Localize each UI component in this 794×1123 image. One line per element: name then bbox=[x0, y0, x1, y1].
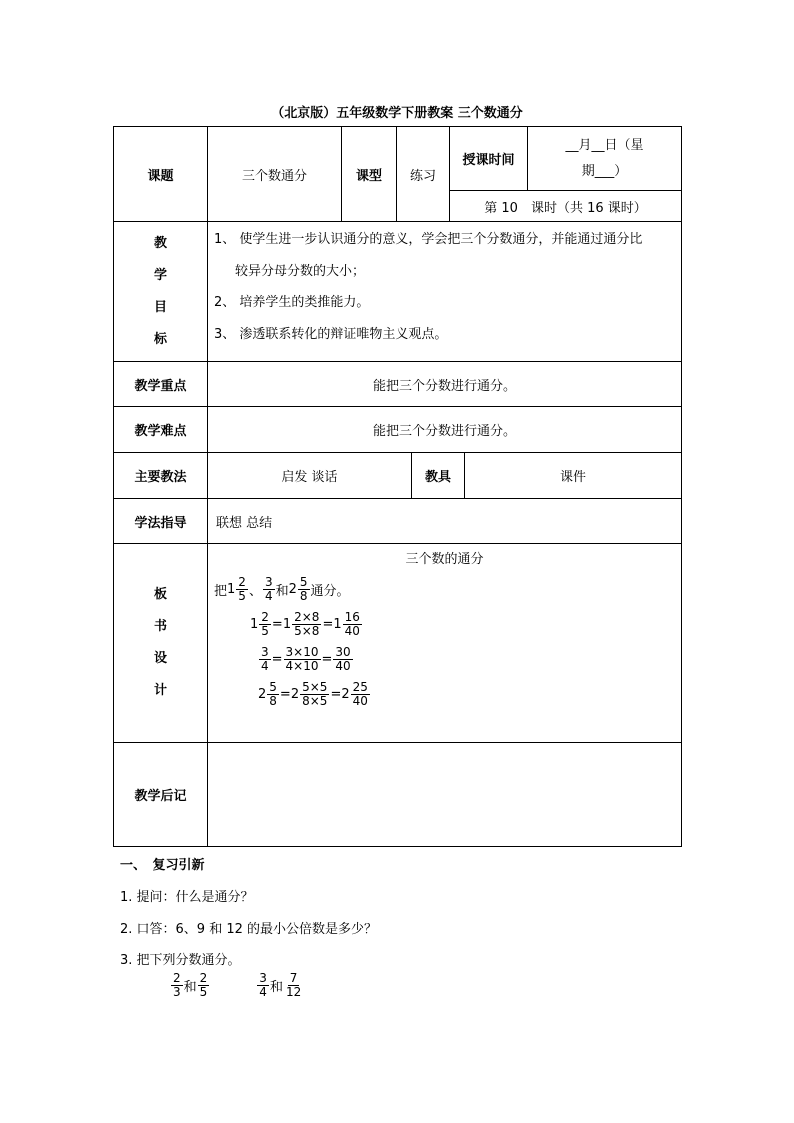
denominator: 5×8 bbox=[294, 624, 320, 638]
and-word: 和 bbox=[269, 980, 283, 995]
numerator: 3×10 bbox=[285, 645, 319, 659]
study-label: 学法指导 bbox=[114, 499, 208, 544]
numerator: 25 bbox=[352, 680, 368, 694]
task-prefix: 把 bbox=[214, 584, 228, 599]
notes-label: 教学后记 bbox=[114, 743, 208, 847]
numerator: 7 bbox=[289, 971, 298, 985]
fraction bbox=[257, 972, 269, 999]
denominator: 40 bbox=[352, 694, 368, 708]
board-content bbox=[208, 544, 682, 743]
denominator: 40 bbox=[344, 624, 360, 638]
time-label: 授课时间 bbox=[450, 127, 528, 191]
task-sep1: 、 bbox=[248, 584, 262, 599]
board-label-char: 设 bbox=[153, 651, 167, 666]
board-label-char: 书 bbox=[153, 619, 167, 634]
goals-content bbox=[208, 222, 682, 362]
whole: 2 bbox=[258, 687, 267, 702]
tools-value: 课件 bbox=[465, 453, 682, 499]
numerator: 30 bbox=[335, 645, 351, 659]
topic-value: 三个数通分 bbox=[208, 127, 342, 222]
row-difficulty bbox=[114, 407, 682, 453]
goal-line: 3、 渗透联系转化的辩证唯物主义观点。 bbox=[214, 326, 448, 342]
numerator: 16 bbox=[344, 610, 360, 624]
method-label: 主要教法 bbox=[114, 453, 208, 499]
time-value-line1: __月__日（星 bbox=[565, 137, 644, 153]
type-label: 课型 bbox=[342, 127, 397, 222]
row-notes bbox=[114, 743, 682, 847]
method-value: 启发 谈话 bbox=[208, 453, 412, 499]
denominator: 4 bbox=[261, 659, 269, 673]
board-eq1 bbox=[208, 607, 681, 642]
numerator: 5 bbox=[299, 575, 308, 589]
numerator: 5 bbox=[269, 680, 277, 694]
fraction-pairs bbox=[170, 972, 304, 999]
task-f1 bbox=[236, 576, 248, 603]
difficulty-value: 能把三个分数进行通分。 bbox=[208, 407, 682, 453]
difficulty-label: 教学难点 bbox=[114, 407, 208, 453]
numerator: 2×8 bbox=[294, 610, 320, 624]
denominator: 5 bbox=[238, 589, 246, 603]
goals-label-char: 学 bbox=[153, 267, 167, 283]
denominator: 4 bbox=[264, 589, 273, 603]
task-f3 bbox=[298, 576, 310, 603]
goals-label-char: 教 bbox=[153, 235, 167, 251]
key-label: 教学重点 bbox=[114, 362, 208, 407]
goal-line: 较异分母分数的大小； bbox=[235, 263, 366, 279]
denominator: 8×5 bbox=[302, 694, 328, 708]
board-label-char: 板 bbox=[153, 587, 167, 602]
whole: 2 bbox=[341, 687, 350, 702]
fraction bbox=[284, 972, 303, 999]
row-key bbox=[114, 362, 682, 407]
denominator: 3 bbox=[173, 985, 181, 999]
and-word: 和 bbox=[183, 980, 197, 995]
task-sep2: 和 bbox=[275, 584, 289, 599]
goals-label-char: 标 bbox=[153, 331, 167, 347]
denominator: 40 bbox=[335, 659, 351, 673]
numerator: 5×5 bbox=[302, 680, 328, 694]
denominator: 8 bbox=[299, 589, 308, 603]
key-value: 能把三个分数进行通分。 bbox=[208, 362, 682, 407]
equals: = bbox=[322, 617, 334, 632]
task-f2 bbox=[263, 576, 275, 603]
type-value: 练习 bbox=[397, 127, 450, 222]
numerator: 2 bbox=[199, 971, 208, 985]
tools-label: 教具 bbox=[412, 453, 465, 499]
board-task bbox=[208, 572, 681, 607]
fraction bbox=[292, 611, 321, 638]
numerator: 3 bbox=[264, 575, 273, 589]
row-study bbox=[114, 499, 682, 544]
fraction bbox=[259, 646, 271, 673]
fraction bbox=[300, 681, 329, 708]
whole: 1 bbox=[250, 617, 259, 632]
task-suffix: 通分。 bbox=[310, 584, 350, 599]
board-label bbox=[114, 544, 208, 743]
fraction bbox=[267, 681, 279, 708]
board-eq3 bbox=[208, 677, 681, 712]
row-board bbox=[114, 544, 682, 743]
equals: = bbox=[330, 687, 342, 702]
fraction bbox=[351, 681, 370, 708]
equals: = bbox=[271, 652, 283, 667]
fraction bbox=[171, 972, 183, 999]
row-goals bbox=[114, 222, 682, 362]
denominator: 4×10 bbox=[285, 659, 319, 673]
goals-label bbox=[114, 222, 208, 362]
lesson-count: 第 10 课时（共 16 课时） bbox=[450, 191, 682, 222]
board-eq2 bbox=[208, 642, 681, 677]
goals-label-char: 目 bbox=[153, 299, 167, 315]
section-heading: 一、 复习引新 bbox=[120, 858, 205, 873]
task-f3-whole: 2 bbox=[288, 582, 297, 597]
numerator: 2 bbox=[173, 971, 181, 985]
lesson-plan-table bbox=[113, 126, 682, 847]
fraction bbox=[284, 646, 321, 673]
page-title: （北京版）五年级数学下册教案 三个数通分 bbox=[271, 106, 523, 121]
study-value: 联想 总结 bbox=[208, 499, 682, 544]
notes-value bbox=[208, 743, 682, 847]
fraction bbox=[343, 611, 362, 638]
equals: = bbox=[279, 687, 291, 702]
numerator: 3 bbox=[259, 971, 267, 985]
numerator: 2 bbox=[261, 610, 269, 624]
denominator: 12 bbox=[285, 985, 302, 999]
row-method bbox=[114, 453, 682, 499]
topic-label: 课题 bbox=[114, 127, 208, 222]
whole: 1 bbox=[333, 617, 342, 632]
numerator: 2 bbox=[238, 575, 246, 589]
whole: 1 bbox=[282, 617, 292, 632]
time-value-line2: 期___） bbox=[581, 163, 628, 179]
question-2: 2. 口答：6、9 和 12 的最小公倍数是多少？ bbox=[120, 922, 378, 937]
fraction bbox=[198, 972, 210, 999]
board-label-char: 计 bbox=[153, 683, 167, 698]
row-topic bbox=[114, 127, 682, 191]
task-f1-whole: 1 bbox=[227, 582, 236, 597]
fraction bbox=[333, 646, 352, 673]
question-3: 3. 把下列分数通分。 bbox=[120, 953, 241, 968]
equals: = bbox=[271, 617, 283, 632]
equals: = bbox=[321, 652, 333, 667]
board-title: 三个数的通分 bbox=[405, 552, 484, 567]
denominator: 8 bbox=[269, 694, 277, 708]
goal-line: 1、 使学生进一步认识通分的意义，学会把三个分数通分，并能通过通分比 bbox=[214, 232, 643, 247]
time-value bbox=[528, 127, 682, 191]
denominator: 5 bbox=[199, 985, 208, 999]
whole: 2 bbox=[290, 687, 300, 702]
goal-line: 2、 培养学生的类推能力。 bbox=[214, 295, 370, 310]
fraction bbox=[259, 611, 271, 638]
denominator: 5 bbox=[261, 624, 269, 638]
numerator: 3 bbox=[261, 645, 269, 659]
denominator: 4 bbox=[259, 985, 267, 999]
question-1: 1. 提问：什么是通分？ bbox=[120, 890, 254, 905]
